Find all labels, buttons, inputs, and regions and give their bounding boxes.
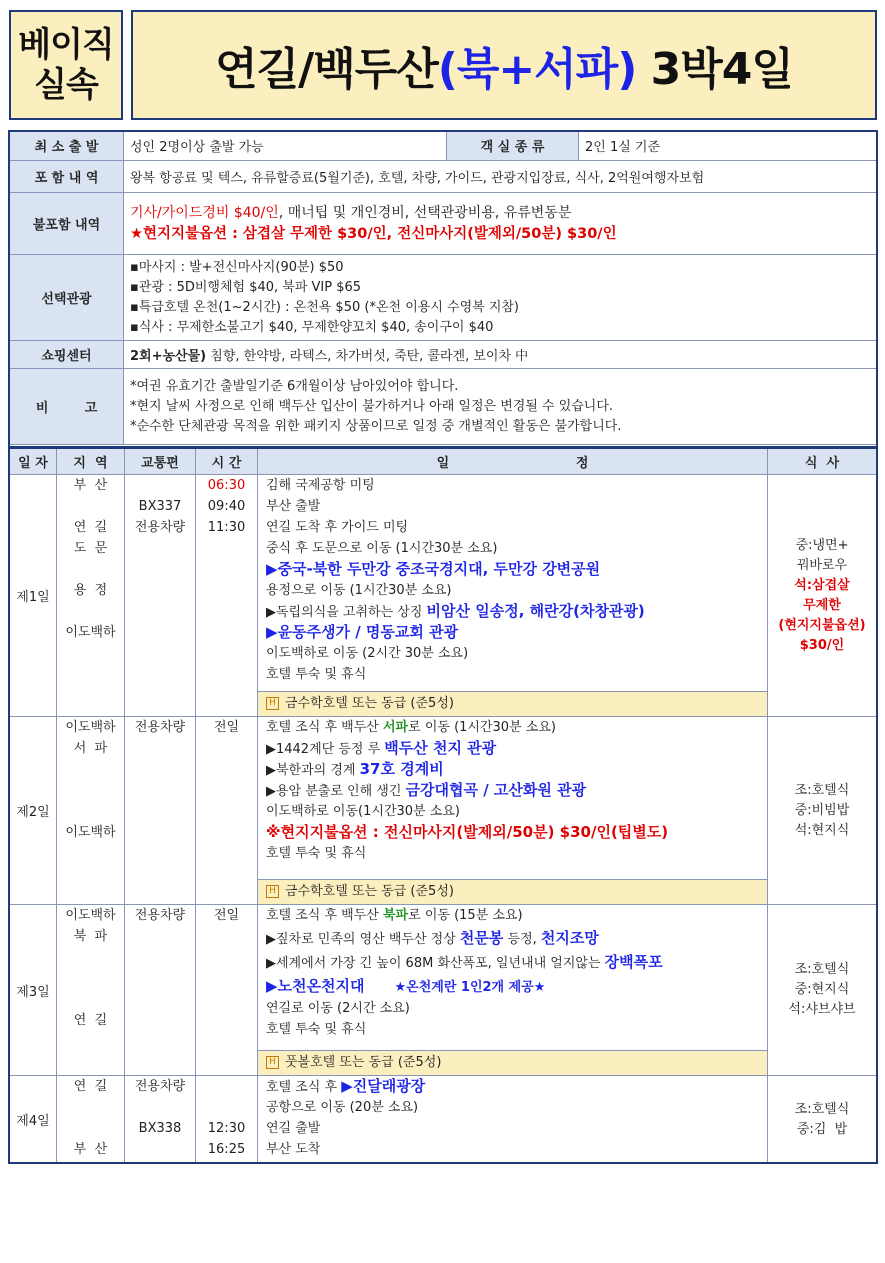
remark-item: *순수한 단체관광 목적을 위한 패키지 상품이므로 일정 중 개별적인 활동은 불가합니다.	[130, 418, 622, 434]
itinerary-line: 김해 국제공항 미팅	[266, 478, 375, 493]
remarks-cell	[124, 369, 877, 445]
itinerary-line: 호텔 투숙 및 휴식	[266, 667, 367, 682]
itinerary-cell	[258, 905, 768, 1076]
time-cell	[196, 905, 258, 1076]
day-row-2	[10, 717, 877, 905]
meal-line: (현지지불옵션)	[778, 617, 866, 633]
time-cell	[196, 475, 258, 717]
itinerary-highlight: 천문봉	[459, 929, 504, 947]
itinerary-line: 호텔 투숙 및 휴식	[266, 846, 367, 861]
hotel-bar	[258, 1050, 767, 1075]
hotel-icon: H	[266, 885, 279, 898]
itinerary-text: 로 이동 (1시간30분 소요)	[408, 720, 556, 735]
itinerary-line	[258, 601, 767, 622]
schedule-table	[9, 447, 877, 1164]
includes-value: 왕복 항공료 및 텍스, 유류할증료(5월기준), 호텔, 차량, 가이드, 관광지입장료, 식사, 2억원여행자보험	[124, 161, 877, 193]
itinerary-line	[258, 974, 767, 998]
transport-cell	[125, 717, 196, 905]
itinerary-line: 연길 도착 후 가이드 미팅	[266, 520, 409, 535]
optional-item: ▪마사지 : 발+전신마사지(90분) $50	[130, 259, 344, 275]
hotel-name: 풋볼호텔 또는 동급 (준5성)	[285, 1055, 442, 1070]
transport-cell	[125, 475, 196, 717]
meal-line: 조:호텔식	[794, 782, 850, 798]
itinerary-line	[258, 905, 767, 926]
badge	[9, 10, 123, 120]
itinerary-line: ▶중국-북한 두만강 중조국경지대, 두만강 강변공원	[266, 560, 601, 578]
itinerary-text: 호텔 조식 후 백두산	[266, 908, 383, 923]
itinerary-line: 부산 출발	[266, 499, 321, 514]
title-part3: 3박4일	[636, 44, 793, 95]
time-value: 06:30	[207, 478, 246, 493]
excludes-cell	[124, 193, 877, 255]
day-row-4	[10, 1076, 877, 1164]
title-part2: (북+서파)	[437, 44, 637, 95]
col-region: 지 역	[57, 448, 125, 475]
region-name: 연 길	[73, 1013, 108, 1028]
meal-cell	[768, 1076, 877, 1164]
meal-cell	[768, 905, 877, 1076]
day-row-1	[10, 475, 877, 717]
transport-cell	[125, 905, 196, 1076]
excludes-red: 기사/가이드경비 $40/인	[130, 204, 279, 221]
itinerary-line: 호텔 투숙 및 휴식	[266, 1022, 367, 1037]
itinerary-text: 등정,	[503, 932, 541, 947]
itinerary-highlight: ▶노천온천지대	[266, 977, 365, 995]
remark-item: *현지 날씨 사정으로 인해 백두산 입산이 불가하거나 아래 일정은 변경될 수 있습니다.	[130, 398, 614, 414]
min-departure-label: 최 소 출 발	[10, 131, 124, 161]
region-name: 연 길	[73, 1079, 108, 1094]
time-value: 16:25	[207, 1142, 246, 1157]
itinerary-text: 호텔 조식 후 백두산	[266, 720, 383, 735]
shopping-cell	[124, 341, 877, 369]
time-value: 11:30	[207, 520, 246, 535]
itinerary-highlight: 서파	[383, 720, 409, 735]
excludes-label: 불포함 내역	[10, 193, 124, 255]
meal-line: 석:샤브샤브	[788, 1002, 856, 1017]
itinerary-highlight: ★온천계란 1인2개 제공★	[394, 980, 546, 995]
excludes-rest: , 매너팁 및 개인경비, 선택관광비용, 유류변동분	[278, 204, 572, 221]
meal-line: 중:김 밥	[796, 1121, 848, 1137]
itinerary-highlight: 천지조망	[540, 929, 599, 947]
min-departure-value: 성인 2명이상 출발 가능	[124, 131, 447, 161]
flight-number: BX337	[138, 499, 182, 514]
itinerary-highlight: 37호 경계비	[359, 760, 444, 778]
transport-cell	[125, 1076, 196, 1164]
time-value: 09:40	[207, 499, 246, 514]
meal-line: 중:현지식	[794, 982, 850, 997]
itinerary-line: 연길 출발	[266, 1121, 321, 1136]
itinerary-highlight: 비암산 일송정, 해란강(차창관광)	[426, 602, 645, 620]
itinerary-line: 용정으로 이동 (1시간30분 소요)	[266, 583, 452, 598]
itinerary-line: 부산 도착	[266, 1142, 321, 1157]
time-cell	[196, 1076, 258, 1164]
optional-item: ▪특급호텔 온천(1~2시간) : 온천욕 $50 (*온천 이용시 수영복 지참)	[130, 299, 520, 315]
vehicle: 전용차량	[134, 720, 186, 735]
optional-item: ▪식사 : 무제한소불고기 $40, 무제한양꼬치 $40, 송이구이 $40	[130, 319, 494, 335]
page-title	[131, 10, 877, 120]
excludes-option: ★현지지불옵션 : 삼겹살 무제한 $30/인, 전신마사지(발제외/50분) $30/인	[130, 225, 617, 242]
vehicle: 전용차량	[134, 1079, 186, 1094]
optional-label: 선택관광	[10, 255, 124, 341]
time-value: 전일	[213, 908, 240, 923]
region-cell	[57, 475, 125, 717]
meal-line: 중:비빔밥	[794, 802, 850, 818]
title-part1: 연길/백두산	[215, 44, 438, 95]
optional-cell	[124, 255, 877, 341]
itinerary-text: ▶짚차로 민족의 영산 백두산 정상	[266, 932, 460, 947]
meal-line: 석:현지식	[794, 822, 850, 838]
room-type-label: 객 실 종 류	[447, 131, 579, 161]
region-name: 서 파	[73, 741, 108, 756]
itinerary-line: 연길로 이동 (2시간 소요)	[266, 1001, 410, 1016]
itinerary-highlight: 금강대협곡 / 고산화원 관광	[405, 781, 587, 799]
region-name: 이도백하	[65, 825, 116, 840]
remarks-label: 비 고	[10, 369, 124, 445]
badge-line2: 실속	[34, 65, 98, 105]
meal-line: $30/인	[799, 637, 845, 653]
region-cell	[57, 717, 125, 905]
itinerary-highlight: 백두산 천지 관광	[384, 739, 497, 757]
meal-line: 무제한	[803, 597, 841, 613]
region-name: 연 길	[73, 520, 108, 535]
meal-cell	[768, 717, 877, 905]
hotel-name: 금수학호텔 또는 동급 (준5성)	[285, 884, 454, 899]
itinerary-line: ※현지지불옵션 : 전신마사지(발제외/50분) $30/인(팁별도)	[266, 823, 669, 841]
col-transport: 교통편	[125, 448, 196, 475]
itinerary-line: 이도백하로 이동(1시간30분 소요)	[266, 804, 460, 819]
hotel-bar	[258, 691, 767, 716]
itinerary-text: ▶1442계단 등정 루	[266, 742, 385, 757]
itinerary-highlight: ▶진달래광장	[341, 1077, 426, 1095]
shopping-label: 쇼핑센터	[10, 341, 124, 369]
hotel-icon: H	[266, 1056, 279, 1069]
itinerary-line	[258, 950, 767, 974]
meal-line: 꿔바로우	[796, 557, 848, 573]
flight-number: BX338	[138, 1121, 182, 1136]
meal-line: 석:삼겹살	[794, 577, 850, 593]
includes-label: 포 함 내 역	[10, 161, 124, 193]
time-value: 전일	[213, 720, 240, 735]
itinerary-line	[258, 1076, 767, 1097]
region-name: 부 산	[73, 1142, 108, 1157]
meal-line: 중:냉면+	[795, 537, 849, 553]
itinerary-line	[258, 926, 767, 950]
col-meal: 식 사	[768, 448, 877, 475]
day-label: 제3일	[10, 905, 57, 1076]
region-name: 부 산	[73, 478, 108, 493]
day-row-3	[10, 905, 877, 1076]
itinerary-highlight: 장백폭포	[604, 953, 663, 971]
hotel-icon: H	[266, 697, 279, 710]
region-name: 도 문	[73, 541, 108, 556]
itinerary-line: 이도백하로 이동 (2시간 30분 소요)	[266, 646, 469, 661]
time-value: 12:30	[207, 1121, 246, 1136]
itinerary-line	[258, 759, 767, 780]
itinerary-line: 중식 후 도문으로 이동 (1시간30분 소요)	[266, 541, 498, 556]
itinerary-cell	[258, 475, 768, 717]
itinerary-cell	[258, 1076, 768, 1164]
itinerary-text: 호텔 조식 후	[266, 1080, 342, 1095]
vehicle: 전용차량	[134, 520, 186, 535]
itinerary-line: ▶윤동주생가 / 명동교회 관광	[266, 623, 459, 641]
itinerary-text: 로 이동 (15분 소요)	[408, 908, 523, 923]
itinerary-cell	[258, 717, 768, 905]
itinerary-text: ▶세계에서 가장 긴 높이 68M 화산폭포, 일년내내 얼지않는	[266, 956, 605, 971]
region-name: 이도백하	[65, 720, 116, 735]
itinerary-text: ▶북한과의 경계	[266, 763, 360, 778]
region-name: 용 정	[73, 583, 108, 598]
itinerary-line	[258, 717, 767, 738]
time-cell	[196, 717, 258, 905]
itinerary-line	[258, 738, 767, 759]
remark-item: *여권 유효기간 출발일기준 6개월이상 남아있어야 합니다.	[130, 378, 459, 394]
itinerary-highlight: 북파	[383, 908, 409, 923]
itinerary-line	[258, 780, 767, 801]
room-type-value: 2인 1실 기준	[579, 131, 877, 161]
shopping-count: 2회+농산물)	[130, 349, 207, 364]
region-name: 이도백하	[65, 908, 116, 923]
meal-cell	[768, 475, 877, 717]
itinerary-text: ▶독립의식을 고취하는 상징	[266, 605, 427, 620]
col-day: 일 자	[10, 448, 57, 475]
region-name: 이도백하	[65, 625, 116, 640]
region-cell	[57, 905, 125, 1076]
itinerary-text: ▶용암 분출로 인해 생긴	[266, 784, 406, 799]
itinerary-line: 공항으로 이동 (20분 소요)	[266, 1100, 419, 1115]
meal-line: 조:호텔식	[794, 1101, 850, 1117]
col-time: 시 간	[196, 448, 258, 475]
hotel-name: 금수학호텔 또는 동급 (준5성)	[285, 696, 454, 711]
meal-line: 조:호텔식	[794, 962, 850, 977]
region-cell	[57, 1076, 125, 1164]
hotel-bar	[258, 879, 767, 904]
day-label: 제2일	[10, 717, 57, 905]
info-table	[9, 130, 877, 445]
col-itinerary: 일 정	[258, 448, 768, 475]
day-label: 제4일	[10, 1076, 57, 1164]
optional-item: ▪관광 : 5D비행체험 $40, 북파 VIP $65	[130, 279, 362, 295]
day-label: 제1일	[10, 475, 57, 717]
vehicle: 전용차량	[134, 908, 186, 923]
badge-line1: 베이직	[18, 25, 114, 65]
region-name: 북 파	[73, 929, 108, 944]
shopping-list: 침향, 한약방, 라텍스, 차가버섯, 죽탄, 콜라겐, 보이차 中	[206, 349, 529, 364]
